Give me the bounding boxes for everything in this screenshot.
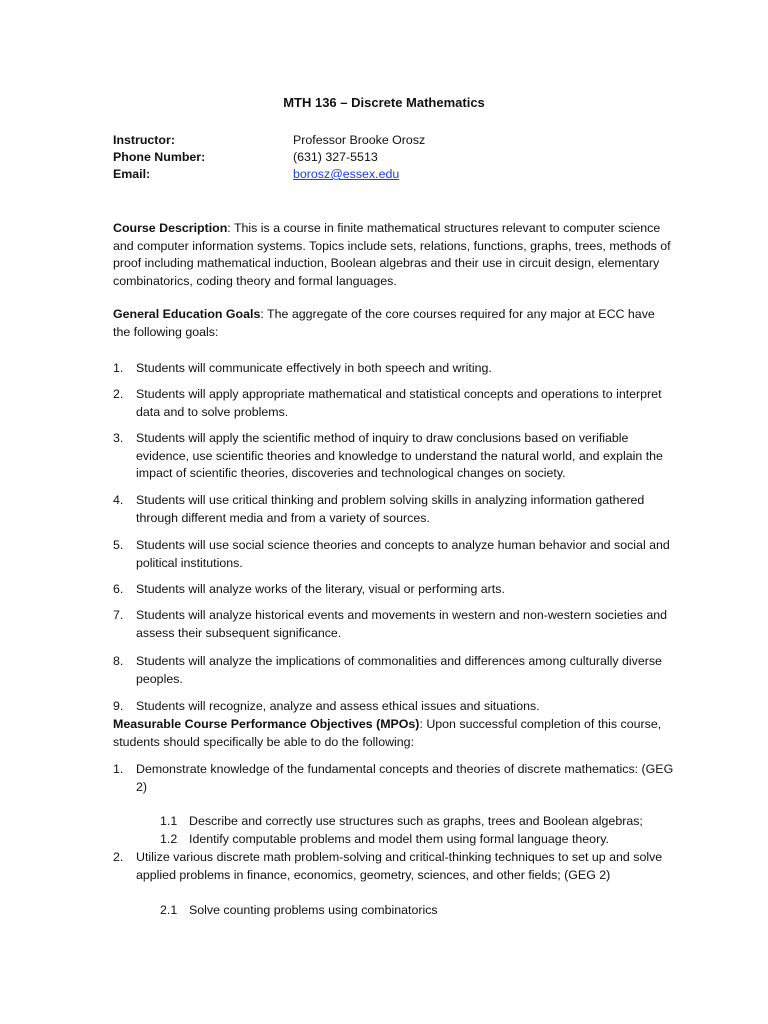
page-title: MTH 136 – Discrete Mathematics [283,95,485,110]
list-item: 5. Students will use social science theories and concepts to analyze human behavior and social and political institutions. [113,538,670,570]
list-item: 2. Students will apply appropriate mathematical and statistical concepts and operations to interpret data and to solve problems. [113,387,662,419]
email-link[interactable]: borosz@essex.edu [293,167,400,181]
list-item: 2.1 Solve counting problems using combinatorics [160,903,438,917]
gen-ed-heading: General Education Goals [113,307,261,321]
instructor-info [113,132,425,183]
mpo-heading: Measurable Course Performance Objectives (MPOs) [113,717,420,731]
phone-value: (631) 327-5513 [293,150,378,164]
list-item: 4. Students will use critical thinking and problem solving skills in analyzing information gathered through different media and from a variety of sources. [113,493,645,525]
phone-label: Phone Number: [113,150,206,164]
list-item: 1.1 Describe and correctly use structures such as graphs, trees and Boolean algebras; [160,814,643,828]
list-item: 6. Students will analyze works of the literary, visual or performing arts. [113,582,505,596]
sub-objectives-1 [160,813,680,849]
list-item: 1. Students will communicate effectively in both speech and writing. [113,361,492,375]
email-label: Email: [113,167,151,181]
list-item: 7. Students will analyze historical events and movements in western and non-western societies and assess their subsequent significance. [113,608,668,640]
list-item: 9. Students will recognize, analyze and assess ethical issues and situations. [113,699,540,713]
instructor-value: Professor Brooke Orosz [293,133,426,147]
gen-ed-goals [113,306,673,341]
course-description [113,220,673,290]
list-item: 1.2 Identify computable problems and model them using formal language theory. [160,832,609,846]
phone-row [113,149,425,166]
list-item: 1. Demonstrate knowledge of the fundamental concepts and theories of discrete mathematics: (GEG 2) [113,762,674,794]
list-item: 3. Students will apply the scientific method of inquiry to draw conclusions based on verifiable evidence, use scientific theories and knowledge to understand the natural world, and explain the impact of scientific theories, discoveries and technological changes on society. [113,431,663,481]
list-item: 8. Students will analyze the implications of commonalities and differences among culturally diverse peoples. [113,654,662,686]
sub-objectives-2 [160,902,680,920]
instructor-label: Instructor: [113,133,175,147]
course-description-text: : This is a course in finite mathematical structures relevant to computer science and computer information systems. Topics include sets, relations, functions, graphs, trees, methods of proof including mathematical induction, Boolean algebras and their use in circuit design, elementary combinatorics, coding theory and formal languages. [113,221,671,288]
course-description-heading: Course Description [113,221,228,235]
email-row [113,166,425,183]
gen-ed-text: : The aggregate of the core courses required for any major at ECC have the following goals: [113,307,655,339]
instructor-row [113,132,425,149]
mpo-section [113,716,673,751]
mpo-text: : Upon successful completion of this course, students should specifically be able to do the following: [113,717,662,749]
list-item: 2. Utilize various discrete math problem-solving and critical-thinking techniques to set up and solve applied problems in finance, economics, geometry, sciences, and other fields; (GEG 2) [113,850,663,882]
